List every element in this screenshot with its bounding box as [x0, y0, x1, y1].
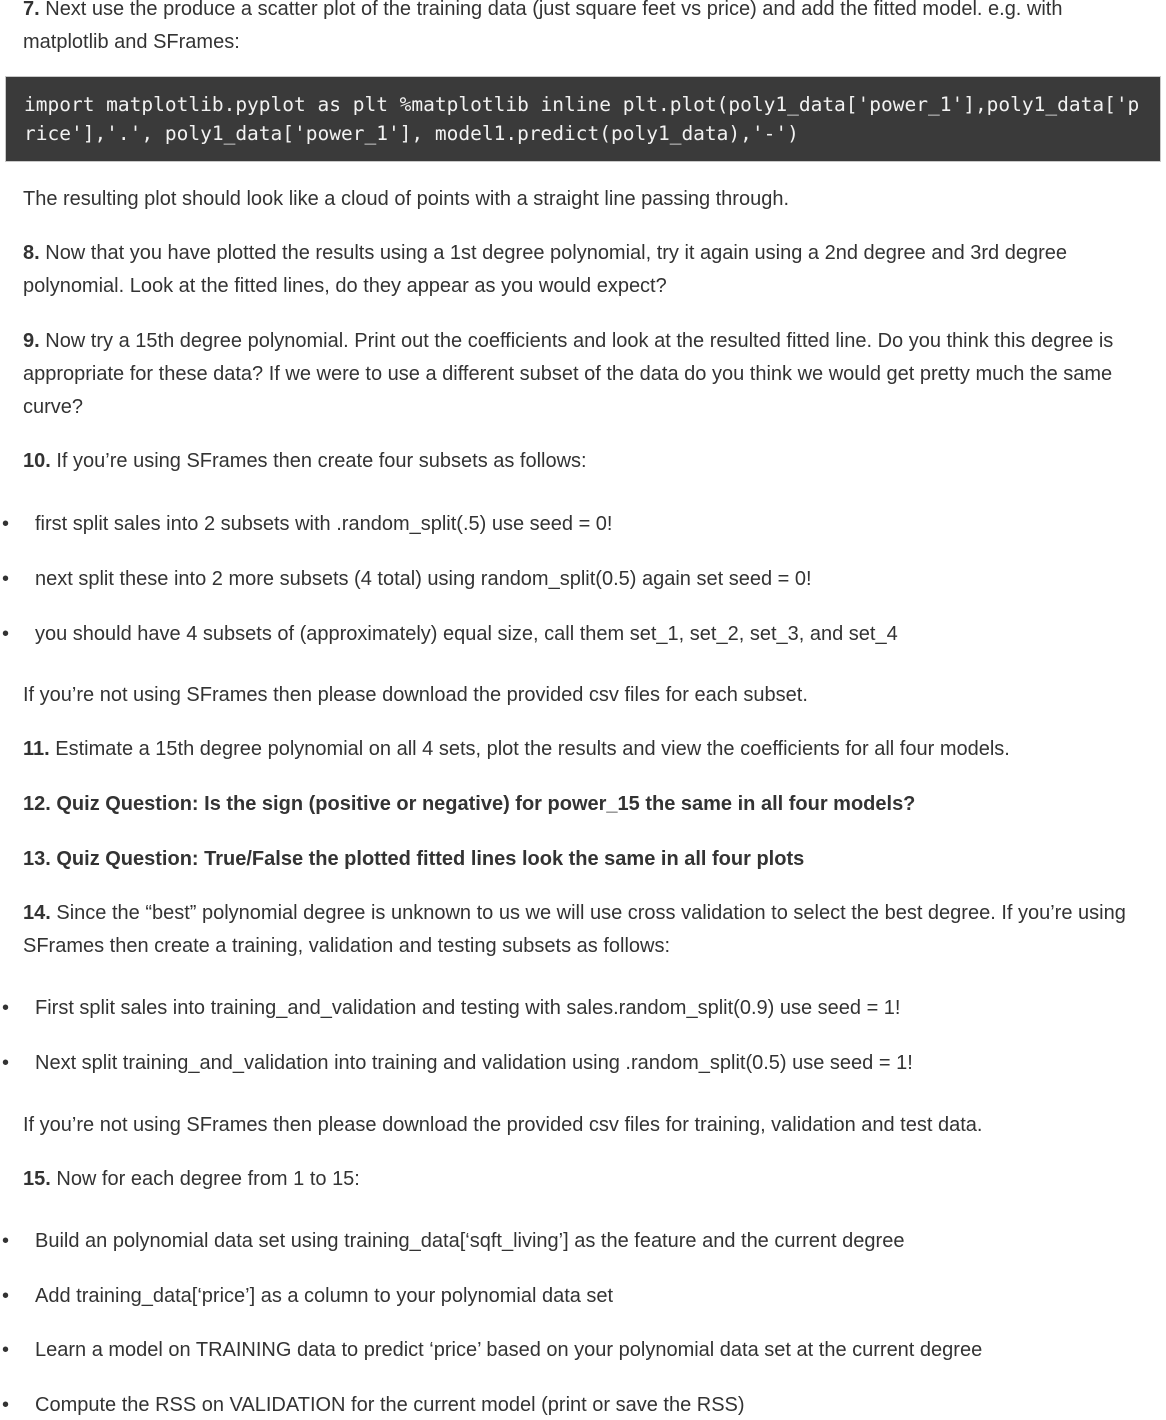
step-10-paragraph — [23, 445, 1143, 478]
list-item — [0, 993, 1166, 1023]
list-item-text: First split sales into training_and_validation and testing with sales.random_split(0.9) use seed = 1! — [35, 997, 901, 1019]
step-number: 7. — [23, 0, 40, 20]
list-item — [0, 619, 1166, 649]
quiz-question-12: 12. Quiz Question: Is the sign (positive or negative) for power_15 the same in all four models? — [23, 793, 916, 815]
list-item — [0, 1226, 1166, 1256]
quiz-question-13: 13. Quiz Question: True/False the plotted fitted lines look the same in all four plots — [23, 848, 805, 870]
code-block[interactable]: import matplotlib.pyplot as plt %matplotlib inline plt.plot(poly1_data['power_1'],poly1_data['price'],'.', poly1_data['power_1'], model1.predict(poly1_data),'-') — [5, 76, 1161, 162]
step-11-paragraph — [23, 733, 1143, 766]
step-9-paragraph — [23, 325, 1143, 424]
bullet-icon: • — [2, 1285, 10, 1307]
list-item-text: Learn a model on TRAINING data to predict ‘price’ based on your polynomial data set at the current degree — [35, 1339, 983, 1361]
bullet-icon: • — [2, 568, 10, 590]
step-number: 10. — [23, 450, 51, 472]
list-item-text: Add training_data[‘price’] as a column to your polynomial data set — [35, 1285, 614, 1307]
list-item — [0, 564, 1166, 594]
list-item-text: Compute the RSS on VALIDATION for the current model (print or save the RSS) — [35, 1394, 745, 1416]
step-14-paragraph — [23, 897, 1143, 963]
step-text: Since the “best” polynomial degree is unknown to us we will use cross validation to select the best degree. If you’re using SFrames then create a training, validation and testing subsets as follows: — [23, 902, 1126, 957]
list-item-text: Next split training_and_validation into training and validation using .random_split(0.5) use seed = 1! — [35, 1052, 913, 1074]
step-7-paragraph — [23, 0, 1143, 59]
list-item-text: next split these into 2 more subsets (4 total) using random_split(0.5) again set seed = 0! — [35, 568, 812, 590]
step-number: 8. — [23, 242, 40, 264]
step-number: 9. — [23, 330, 40, 352]
bullet-icon: • — [2, 1052, 10, 1074]
list-item — [0, 1335, 1166, 1365]
list-item — [0, 1048, 1166, 1078]
csv-note: If you’re not using SFrames then please download the provided csv files for training, validation and test data. — [23, 1114, 983, 1136]
result-note: The resulting plot should look like a cloud of points with a straight line passing through. — [23, 188, 790, 210]
list-item-text: Build an polynomial data set using training_data[‘sqft_living’] as the feature and the current degree — [35, 1230, 905, 1252]
step-number: 14. — [23, 902, 51, 924]
list-item — [0, 1281, 1166, 1311]
step-8-paragraph — [23, 237, 1143, 303]
bullet-icon: • — [2, 513, 10, 535]
list-item — [0, 509, 1166, 539]
step-text: Now for each degree from 1 to 15: — [50, 1168, 360, 1190]
list-item-text: you should have 4 subsets of (approximately) equal size, call them set_1, set_2, set_3, and set_4 — [35, 623, 898, 645]
bullet-icon: • — [2, 623, 10, 645]
list-item — [0, 1390, 1166, 1420]
step-text: If you’re using SFrames then create four subsets as follows: — [50, 450, 587, 472]
step-text: Estimate a 15th degree polynomial on all 4 sets, plot the results and view the coefficients for all four models. — [49, 738, 1010, 760]
step-text: Now that you have plotted the results using a 1st degree polynomial, try it again using a 2nd degree and 3rd degree polynomial. Look at the fitted lines, do they appear as you would expect? — [23, 242, 1068, 297]
step-text: Now try a 15th degree polynomial. Print out the coefficients and look at the resulted fitted line. Do you think this degree is appropriate for these data? If we were to use a different subset of the data do you think we would get pretty much the same curve? — [23, 330, 1114, 418]
step-text: Next use the produce a scatter plot of the training data (just square feet vs price) and add the fitted model. e.g. with matplotlib and SFrames: — [23, 0, 1063, 53]
bullet-icon: • — [2, 997, 10, 1019]
step-15-paragraph — [23, 1163, 1143, 1196]
step-number: 15. — [23, 1168, 51, 1190]
bullet-icon: • — [2, 1339, 10, 1361]
list-item-text: first split sales into 2 subsets with .random_split(.5) use seed = 0! — [35, 513, 613, 535]
step-number: 11. — [23, 738, 50, 760]
bullet-icon: • — [2, 1394, 10, 1416]
csv-note: If you’re not using SFrames then please download the provided csv files for each subset. — [23, 684, 808, 706]
bullet-icon: • — [2, 1230, 10, 1252]
